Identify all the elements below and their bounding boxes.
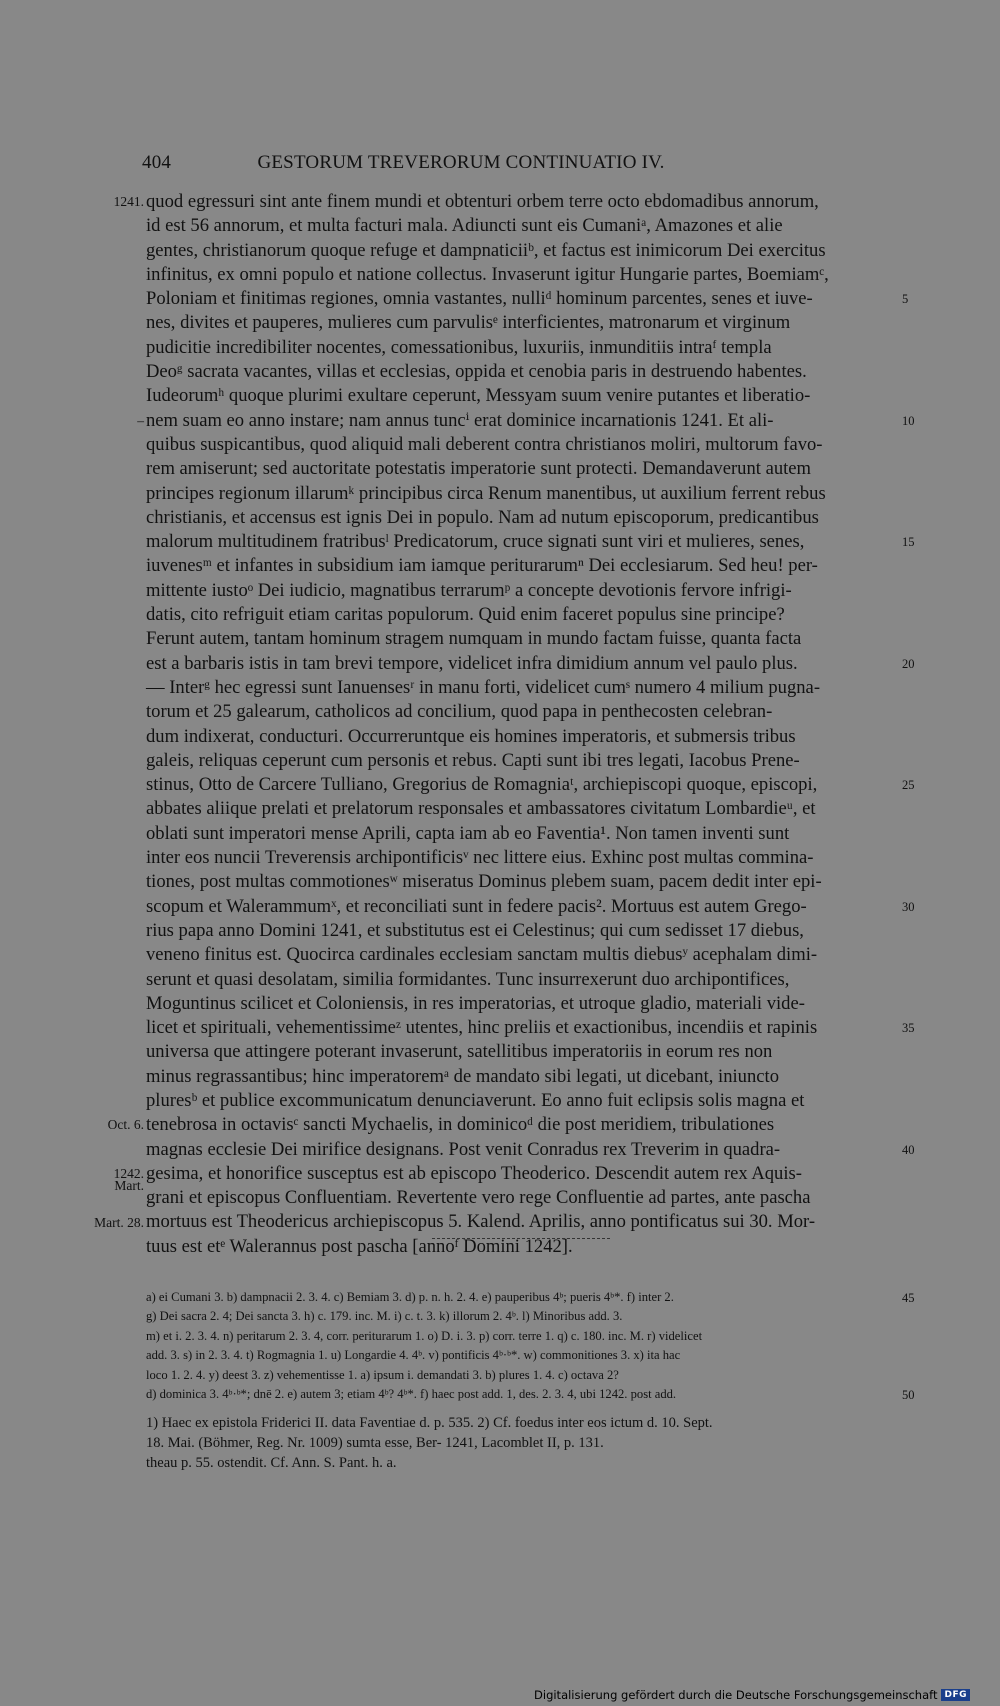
margin-date: Mart. 28. [94, 1214, 144, 1230]
text-line: christianis, et accensus est ignis Dei in populo. Nam ad nutum episcoporum, predicantibus [146, 506, 819, 528]
text-line: inter eos nuncii Treverensis archipontificisᵛ nec littere eius. Exhinc post multas commina- [146, 847, 814, 869]
margin-date: Mart. [114, 1178, 144, 1194]
running-title: GESTORUM TREVERORUM CONTINUATIO IV. [257, 152, 665, 173]
text-line: rem amiserunt; sed auctoritate potestatis imperatorie sunt protecti. Demandaverunt autem [146, 458, 812, 480]
text-line: universa que attingere poterant invaserunt, satellitibus imperatoriis in eorum res non [146, 1041, 773, 1063]
line-number: 40 [902, 1142, 915, 1157]
variant-line: add. 3. s) in 2. 3. 4. t) Rogmagnia 1. u) Longardie 4. 4ᵇ. v) pontificis 4ᵇ·ᵇ*. w) commonitiones 3. x) ita hac [146, 1348, 681, 1363]
footnotes [146, 1413, 896, 1473]
footnote-line: 1) Haec ex epistola Friderici II. data Faventiae d. p. 535. 2) Cf. foedus inter eos ictum d. 10. Sept. [146, 1415, 713, 1431]
text-line: mortuus est Theodericus archiepiscopus 5. Kalend. Aprilis, anno pontificatus sui 30. Mor- [146, 1211, 816, 1233]
text-line: Poloniam et finitimas regiones, omnia vastantes, nulliᵈ hominum parcentes, senes et iuve- [146, 288, 813, 310]
text-line: gesima, et honorifice susceptus est ab episcopo Theoderico. Descendit autem rex Aquis- [146, 1162, 802, 1184]
text-line: est a barbaris istis in tam brevi tempore, videlicet infra dimidium annum vel paulo plus. [146, 652, 798, 674]
text-line: pudicitie incredibiliter nocentes, comessationibus, luxuriis, inmunditiis intraᶠ templa [146, 336, 772, 358]
text-line: nem suam eo anno instare; nam annus tuncⁱ erat dominice incarnationis 1241. Et ali- [146, 409, 774, 431]
text-line: abbates aliique prelati et prelatorum responsales et ambassatores civitatum Lombardieᵘ, et [146, 798, 816, 820]
variant-line: m) et i. 2. 3. 4. n) peritarum 2. 3. 4, corr. periturarum 1. o) D. i. 3. p) corr. terre 1. q) c. 180. inc. M. r) videlicet [146, 1328, 703, 1343]
text-line: torum et 25 galearum, catholicos ad concilium, quod papa in penthecosten celebran- [146, 701, 773, 723]
line-number: 30 [902, 899, 915, 914]
text-line: mittente iustoᵒ Dei iudicio, magnatibus terrarumᵖ a concepte devotionis fervore infrigi- [146, 579, 792, 601]
text-line: licet et spirituali, vehementissimeᶻ utentes, hinc preliis et exactionibus, incendiis et rapinis [146, 1017, 818, 1039]
text-line: quod egressuri sint ante finem mundi et obtenturi orbem terre octo ebdomadibus annorum, [146, 191, 819, 212]
text-line: serunt et quasi desolatam, similia formidantes. Tunc insurrexerunt duo archipontifices, [146, 968, 790, 990]
text-line: tenebrosa in octavisᶜ sancti Mychaelis, in dominicoᵈ die post meridiem, tribulationes [146, 1114, 775, 1136]
line-number: 20 [902, 656, 915, 671]
text-line: veneno finitus est. Quocirca cardinales ecclesiam sanctam multis diebusʸ acephalam dimi- [146, 944, 818, 966]
text-line: gentes, christianorum quoque refuge et dampnaticiiᵇ, et factus est inimicorum Dei exercitus [146, 239, 826, 261]
variant-line: d) dominica 3. 4ᵇ·ᵇ*; dnē 2. e) autem 3; etiam 4ᵇ? 4ᵇ*. f) haec post add. 1, des. 2. 3. 4, ubi 1242. post add. [146, 1386, 677, 1401]
text-line: rius papa anno Domini 1241, et substitutus est ei Celestinus; qui cum sedisset 17 diebus, [146, 919, 804, 941]
text-line: nes, divites et pauperes, mulieres cum parvulisᵉ interficientes, matronarum et virginum [146, 312, 791, 334]
footnote-line: 18. Mai. (Böhmer, Reg. Nr. 1009) sumta esse, Ber- 1241, Lacomblet II, p. 131. [146, 1435, 604, 1451]
variant-line-number: 50 [902, 1388, 915, 1402]
margin-date: Oct. 6. [107, 1117, 144, 1133]
text-line: infinitus, ex omni populo et natione collectus. Invaserunt igitur Hungarie partes, Boemiamᶜ, [146, 263, 829, 285]
text-line: datis, cito refriguit etiam caritas populorum. Quid enim faceret populus sine principe? [146, 604, 785, 626]
margin-date: 1241. [113, 194, 144, 209]
text-line: scopum et Walerammumˣ, et reconciliati sunt in federe pacis². Mortuus est autem Grego- [146, 895, 807, 917]
text-line: id est 56 annorum, et multa facturi mala. Adiuncti sunt eis Cumaniᵃ, Amazones et alie [146, 215, 783, 237]
dfg-logo: DFG [941, 1689, 970, 1701]
text-line: dum indixerat, conducturi. Occurreruntque eis homines imperatoris, et submersis tribus [146, 725, 796, 747]
digitization-credit [534, 1688, 970, 1702]
main-text [146, 190, 896, 1259]
variant-line: a) ei Cumani 3. b) dampnacii 2. 3. 4. c) Bemiam 3. d) p. n. h. 2. 4. e) pauperibus 4ᵇ; pueris 4ᵇ*. f) inter 2. [146, 1290, 674, 1304]
text-line: minus regrassantibus; hinc imperatoremᵃ de mandato sibi legati, ut dicebant, iniuncto [146, 1065, 779, 1087]
text-line: malorum multitudinem fratribusˡ Predicatorum, cruce signati sunt viri et mulieres, senes, [146, 531, 805, 553]
line-number: 10 [902, 413, 915, 428]
page-number: 404 [142, 152, 172, 173]
text-line: Iudeorumʰ quoque plurimi exultare ceperunt, Messyam suum venire putantes et liberatio- [146, 385, 811, 407]
variant-line-number: 45 [902, 1291, 915, 1305]
text-line: tuus est etᵉ Walerannus post pascha [annoᶠ Domini 1242]. [146, 1235, 573, 1257]
line-number: 5 [902, 292, 909, 307]
text-line: Moguntinus scilicet et Coloniensis, in res imperatorias, et utroque gladio, materiali vide- [146, 992, 805, 1014]
line-number: 25 [902, 778, 915, 793]
textual-variants [146, 1288, 896, 1404]
line-number: 35 [902, 1021, 915, 1036]
running-header [142, 152, 720, 182]
footnote-separator [432, 1238, 610, 1239]
text-line: grani et episcopus Confluentiam. Revertente vero rege Confluentie ad partes, ante pascha [146, 1187, 811, 1209]
text-line: quibus suspicantibus, quod aliquid mali deberent contra christianos moliri, multorum favo- [146, 433, 823, 455]
variant-line: g) Dei sacra 2. 4; Dei sancta 3. h) c. 179. inc. M. i) c. t. 3. k) illorum 2. 4ᵇ. l) Minoribus add. 3. [146, 1309, 623, 1324]
footnote-line: theau p. 55. ostendit. Cf. Ann. S. Pant. h. a. [146, 1455, 397, 1471]
text-line: pluresᵇ et publice excommunicatum denunciaverunt. Eo anno fuit eclipsis solis magna et [146, 1089, 805, 1111]
credit-text: Digitalisierung gefördert durch die Deutsche Forschungsgemeinschaft [534, 1688, 938, 1702]
text-line: oblati sunt imperatori mense Aprili, capta iam ab eo Faventia¹. Non tamen inventi sunt [146, 822, 790, 844]
text-line: tiones, post multas commotionesʷ miseratus Dominus plebem suam, pacem dedit inter epi- [146, 871, 822, 893]
text-line: galeis, reliquas ceperunt cum personis et rebus. Capti sunt ibi tres legati, Iacobus Prene- [146, 749, 800, 771]
margin-date: – [137, 412, 144, 428]
text-line: Deoᵍ sacrata vacantes, villas et ecclesias, oppida et cenobia paris in destruendo habentes. [146, 361, 807, 383]
margin-date: 1242. [113, 1166, 144, 1181]
variant-line: loco 1. 2. 4. y) deest 3. z) vehementisse 1. a) ipsum i. demandati 3. b) plures 1. 4. c) octava 2? [146, 1367, 619, 1382]
text-line: iuvenesᵐ et infantes in subsidium iam iamque periturarumⁿ Dei ecclesiarum. Sed heu! per- [146, 555, 818, 577]
text-line: magnas ecclesie Dei mirifice designans. Post venit Conradus rex Treverim in quadra- [146, 1138, 781, 1160]
line-number: 15 [902, 535, 915, 550]
text-line: Ferunt autem, tantam hominum stragem numquam in mundo factam fuisse, quanta facta [146, 628, 802, 650]
text-line: — Interᵍ hec egressi sunt Ianuensesʳ in manu forti, videlicet cumˢ numero 4 milium pugna- [146, 676, 821, 698]
text-line: principes regionum illarumᵏ principibus circa Renum manentibus, ut auxilium ferrent rebus [146, 482, 826, 504]
text-line: stinus, Otto de Carcere Tulliano, Gregorius de Romagniaᵗ, archiepiscopi quoque, episcopi, [146, 774, 818, 796]
